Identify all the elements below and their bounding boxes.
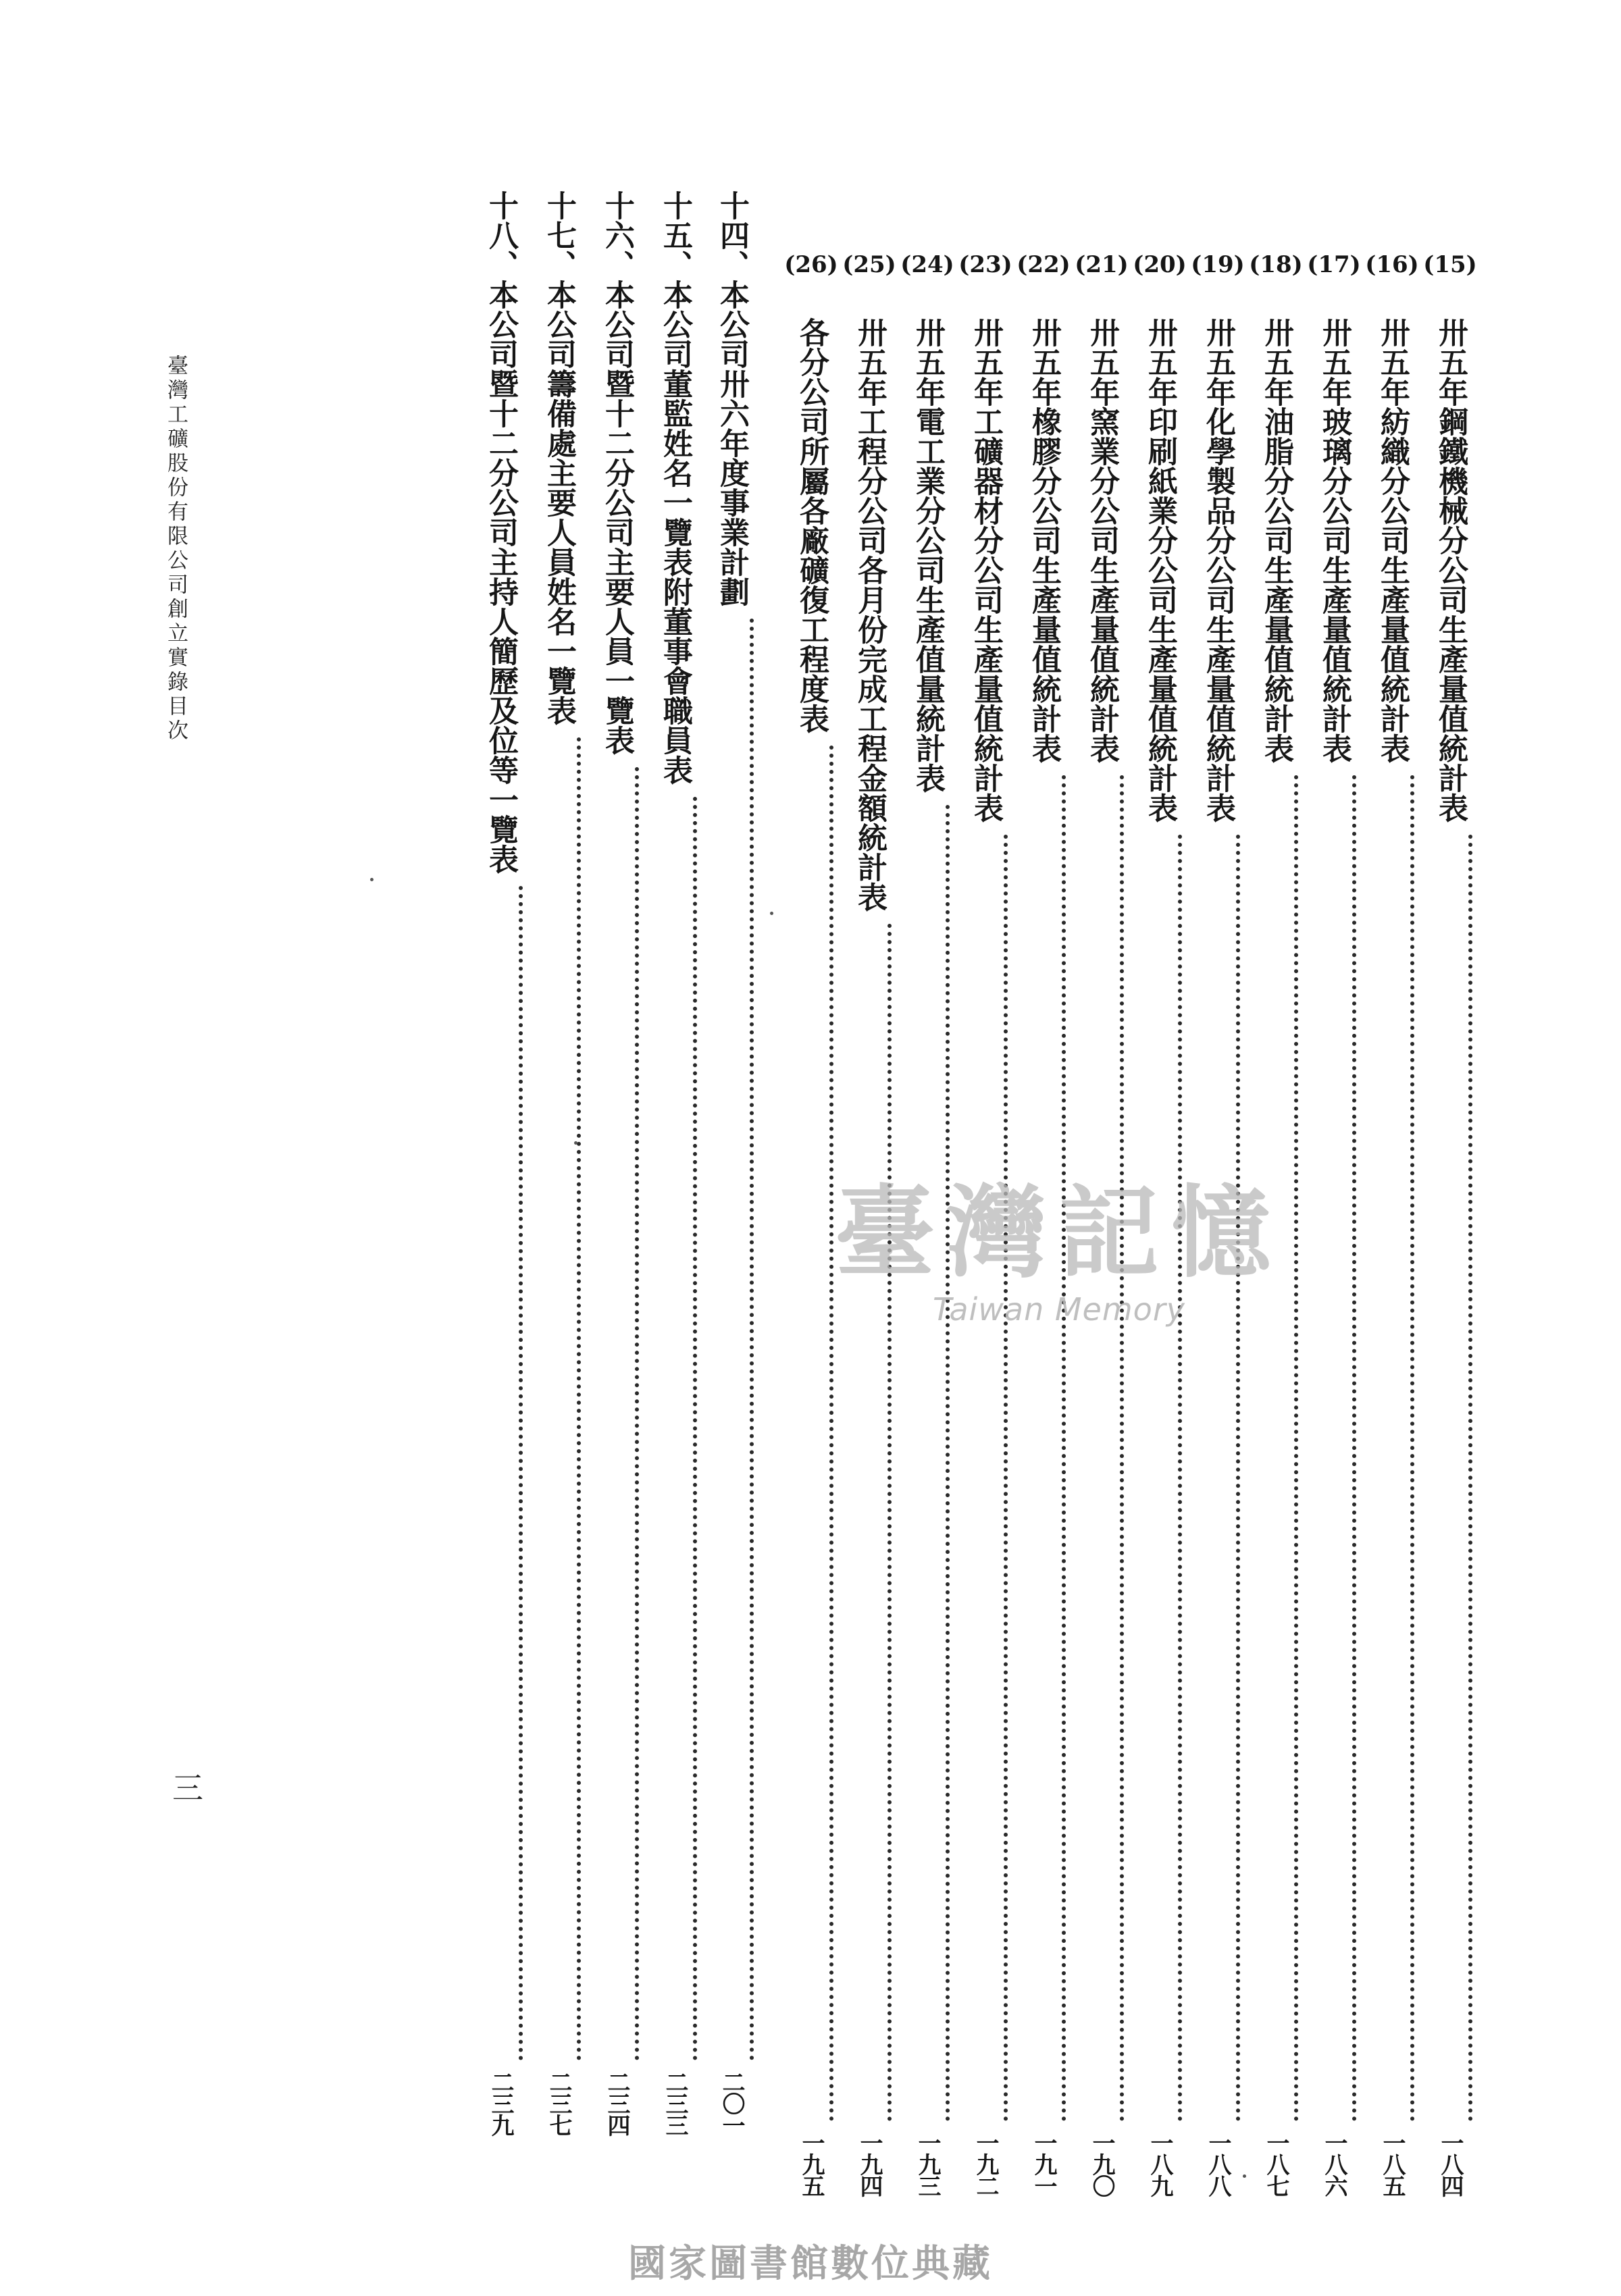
dot-leader — [1120, 775, 1124, 2122]
watermark-english: Taiwan Memory — [933, 1291, 1185, 1328]
dot-leader — [887, 924, 892, 2122]
toc-entry[interactable] — [594, 190, 639, 2135]
toc-entry-number: (17) — [1307, 251, 1361, 278]
toc-entry-title: 本公司董監姓名一覽表附董事會職員表 — [658, 280, 692, 785]
toc-entry-title: 卅五年油脂分公司生產量值統計表 — [1259, 317, 1293, 763]
toc-entry-title: 各分公司所屬各廠礦復工程度表 — [794, 317, 829, 733]
toc-entry-number: (24) — [900, 251, 954, 278]
watermark-chinese: 臺灣記憶 — [835, 1174, 1283, 1291]
toc-entry-title: 本公司籌備處主要人員姓名一覽表 — [542, 280, 576, 725]
toc-entry-page: 一九二 — [972, 2131, 999, 2196]
toc-entry-page: 一九〇 — [1088, 2131, 1115, 2196]
toc-entry-number: (22) — [1017, 251, 1071, 278]
toc-entry-page: 一八八 — [1204, 2131, 1231, 2196]
toc-entry-number: (23) — [958, 251, 1012, 278]
dot-leader — [1352, 775, 1356, 2122]
toc-entry-page: 一八四 — [1437, 2131, 1464, 2196]
dot-leader — [1178, 835, 1182, 2122]
dot-leader — [1294, 775, 1298, 2122]
toc-entry-page: 一九三 — [914, 2131, 941, 2196]
toc-entry[interactable] — [478, 190, 523, 2135]
toc-entry-title: 卅五年鋼鐵機械分公司生產量值統計表 — [1433, 317, 1468, 823]
toc-entry[interactable] — [1307, 251, 1361, 2196]
toc-entry-page: 二三七 — [545, 2070, 572, 2135]
dot-leader — [1468, 835, 1472, 2122]
toc-entry-page: 二三四 — [603, 2070, 630, 2135]
toc-entry-title: 卅五年窯業分公司生產量值統計表 — [1085, 317, 1119, 763]
toc-entry-number: (16) — [1365, 251, 1419, 278]
scan-speck — [370, 878, 374, 881]
dot-leader — [519, 886, 523, 2061]
toc-entry-number: (26) — [784, 251, 838, 278]
scan-speck — [770, 912, 773, 915]
toc-entry[interactable] — [652, 190, 697, 2135]
toc-entry-page: 一九一 — [1030, 2131, 1057, 2196]
toc-entry-number: 十五、 — [658, 190, 692, 280]
toc-entry-page: 二三三 — [661, 2070, 688, 2135]
toc-entry-page: 一八五 — [1379, 2131, 1406, 2196]
toc-entry-title: 卅五年電工業分公司生產值量統計表 — [910, 317, 945, 793]
toc-entry-number: (25) — [842, 251, 896, 278]
toc-entry-number: 十八、 — [484, 190, 518, 280]
toc-entry-page: 一八九 — [1146, 2131, 1173, 2196]
toc-entry-title: 本公司暨十二分公司主持人簡歷及位等一覽表 — [484, 280, 518, 874]
toc-entry-title: 卅五年工程分公司各月份完成工程金額統計表 — [852, 317, 887, 912]
dot-leader — [1004, 835, 1008, 2122]
dot-leader — [1410, 775, 1414, 2122]
toc-entry-number: (15) — [1423, 251, 1477, 278]
toc-entry-page: 一九五 — [798, 2131, 825, 2196]
toc-entry-page: 二三九 — [487, 2070, 514, 2135]
toc-entry-number: (20) — [1133, 251, 1187, 278]
toc-entry-number: (18) — [1249, 251, 1303, 278]
toc-entry[interactable] — [1423, 251, 1477, 2196]
dot-leader — [693, 797, 697, 2061]
toc-entry-page: 二〇一 — [718, 2070, 745, 2135]
toc-entry-title: 本公司暨十二分公司主要人員一覽表 — [600, 280, 634, 755]
toc-entry[interactable] — [709, 190, 754, 2135]
toc-entry-title: 卅五年玻璃分公司生產量值統計表 — [1317, 317, 1352, 763]
dot-leader — [577, 737, 581, 2061]
toc-entry-page: 一九四 — [856, 2131, 883, 2196]
page-number: 三 — [172, 1770, 203, 1806]
toc-entry-page: 一八六 — [1320, 2131, 1347, 2196]
dot-leader — [829, 746, 833, 2122]
toc-entry-number: 十七、 — [542, 190, 576, 280]
toc-entry-number: 十六、 — [600, 190, 634, 280]
toc-entry-page: 一八七 — [1262, 2131, 1289, 2196]
toc-entry-title: 本公司卅六年度事業計劃 — [715, 280, 749, 606]
toc-entry[interactable] — [1365, 251, 1419, 2196]
dot-leader — [1236, 835, 1240, 2122]
dot-leader — [635, 767, 639, 2061]
dot-leader — [946, 805, 950, 2122]
running-header: 臺灣工礦股份有限公司創立實錄目次 — [163, 355, 188, 743]
toc-entry-number: (19) — [1191, 251, 1245, 278]
scan-speck — [1243, 2174, 1246, 2178]
footer-library-label: 國家圖書館數位典藏 — [628, 2242, 993, 2286]
toc-entry-number: 十四、 — [715, 190, 749, 280]
toc-entry-title: 卅五年印刷紙業分公司生產量值統計表 — [1143, 317, 1177, 823]
watermark — [816, 1153, 1302, 1329]
dot-leader — [750, 619, 754, 2061]
toc-entry-title: 卅五年橡膠分公司生產量值統計表 — [1027, 317, 1061, 763]
toc-entry[interactable] — [536, 190, 581, 2135]
toc-entry-title: 卅五年工礦器材分公司生產量值統計表 — [969, 317, 1003, 823]
scan-speck — [574, 1141, 577, 1145]
toc-entry-title: 卅五年紡織分公司生產量值統計表 — [1375, 317, 1410, 763]
toc-entry-title: 卅五年化學製品分公司生產量值統計表 — [1201, 317, 1235, 823]
dot-leader — [1062, 775, 1066, 2122]
toc-entry-number: (21) — [1075, 251, 1129, 278]
